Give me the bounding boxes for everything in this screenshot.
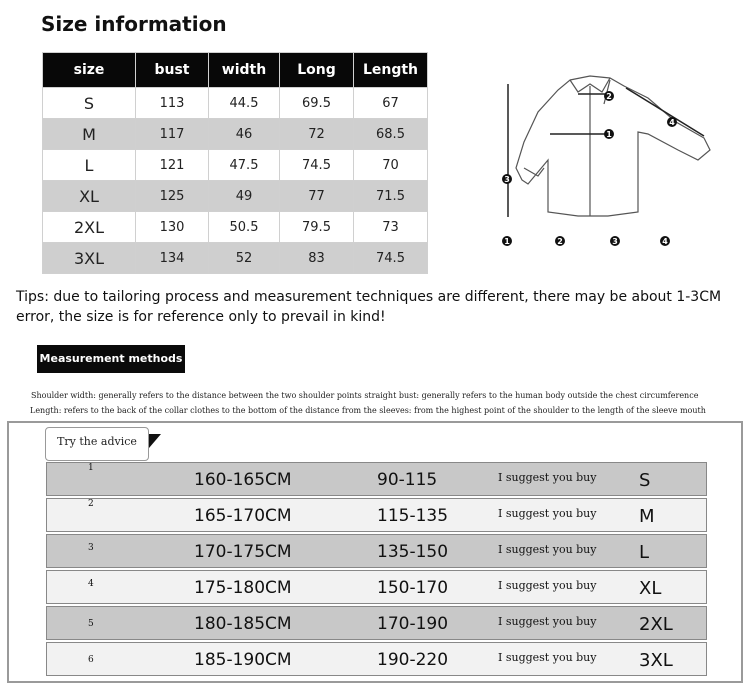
col-header-width: width bbox=[209, 53, 280, 88]
cell-size: L bbox=[43, 150, 136, 181]
col-header-length: Length bbox=[354, 53, 428, 88]
cell-size: 3XL bbox=[43, 243, 136, 274]
cell-length: 68.5 bbox=[354, 119, 428, 150]
height-range: 170-175CM bbox=[194, 542, 292, 562]
cell-bust: 113 bbox=[136, 88, 209, 119]
recommended-size: M bbox=[639, 506, 655, 527]
cell-bust: 134 bbox=[136, 243, 209, 274]
cell-bust: 130 bbox=[136, 212, 209, 243]
suggestion-text: I suggest you buy bbox=[498, 471, 597, 484]
cell-long: 74.5 bbox=[280, 150, 354, 181]
recommended-size: 2XL bbox=[639, 614, 673, 635]
size-table-header bbox=[43, 53, 428, 88]
cell-long: 72 bbox=[280, 119, 354, 150]
cell-bust: 121 bbox=[136, 150, 209, 181]
advice-row-number: 1 bbox=[88, 463, 94, 473]
marker-4-on-shirt: 4 bbox=[669, 118, 675, 127]
size-table bbox=[42, 52, 428, 274]
cell-length: 67 bbox=[354, 88, 428, 119]
suggestion-text: I suggest you buy bbox=[498, 615, 597, 628]
cell-width: 49 bbox=[209, 181, 280, 212]
height-range: 180-185CM bbox=[194, 614, 292, 634]
height-range: 165-170CM bbox=[194, 506, 292, 526]
weight-range: 170-190 bbox=[377, 614, 449, 634]
page-title: Size information bbox=[41, 12, 227, 36]
cell-long: 83 bbox=[280, 243, 354, 274]
cell-size: M bbox=[43, 119, 136, 150]
recommended-size: XL bbox=[639, 578, 662, 599]
legend-marker-4: 4 bbox=[662, 237, 668, 246]
height-range: 185-190CM bbox=[194, 650, 292, 670]
tips-text: Tips: due to tailoring process and measurement techniques are different, there may be about 1-3CM error, the size is for reference only to prevail in kind! bbox=[16, 289, 722, 325]
col-header-bust: bust bbox=[136, 53, 209, 88]
advice-row bbox=[46, 570, 707, 604]
cell-bust: 125 bbox=[136, 181, 209, 212]
advice-row bbox=[46, 606, 707, 640]
advice-row-number: 5 bbox=[88, 619, 94, 629]
size-table-row bbox=[43, 119, 428, 150]
measurement-note-2: Length: refers to the back of the collar clothes to the bottom of the distance from the sleeves: from the highest point of the shoulder to the length of the sleeve mouth bbox=[30, 406, 706, 415]
measurement-methods-label: Measurement methods bbox=[37, 345, 185, 373]
cell-width: 50.5 bbox=[209, 212, 280, 243]
legend-marker-3: 3 bbox=[612, 237, 618, 246]
advice-row-number: 4 bbox=[88, 579, 94, 589]
weight-range: 150-170 bbox=[377, 578, 449, 598]
marker-2-on-shirt: 2 bbox=[606, 92, 612, 101]
recommended-size: 3XL bbox=[639, 650, 673, 671]
height-range: 160-165CM bbox=[194, 470, 292, 490]
shirt-measurement-diagram bbox=[498, 72, 723, 257]
legend-marker-2: 2 bbox=[557, 237, 563, 246]
cell-length: 71.5 bbox=[354, 181, 428, 212]
weight-range: 90-115 bbox=[377, 470, 438, 490]
size-table-row bbox=[43, 212, 428, 243]
weight-range: 115-135 bbox=[377, 506, 449, 526]
col-header-size: size bbox=[43, 53, 136, 88]
height-range: 175-180CM bbox=[194, 578, 292, 598]
cell-size: S bbox=[43, 88, 136, 119]
advice-row-number: 3 bbox=[88, 543, 94, 553]
cell-length: 73 bbox=[354, 212, 428, 243]
size-table-row bbox=[43, 181, 428, 212]
cell-length: 74.5 bbox=[354, 243, 428, 274]
cell-long: 69.5 bbox=[280, 88, 354, 119]
size-table-row bbox=[43, 150, 428, 181]
cell-bust: 117 bbox=[136, 119, 209, 150]
cell-length: 70 bbox=[354, 150, 428, 181]
cell-size: 2XL bbox=[43, 212, 136, 243]
suggestion-text: I suggest you buy bbox=[498, 651, 597, 664]
advice-row bbox=[46, 462, 707, 496]
advice-row bbox=[46, 642, 707, 676]
sleeve-line bbox=[626, 88, 704, 136]
marker-3-on-shirt: 3 bbox=[504, 175, 510, 184]
cell-width: 47.5 bbox=[209, 150, 280, 181]
advice-row-number: 6 bbox=[88, 655, 94, 665]
tab-arrow-icon bbox=[149, 434, 161, 448]
col-header-long: Long bbox=[280, 53, 354, 88]
suggestion-text: I suggest you buy bbox=[498, 543, 597, 556]
try-advice-tab: Try the advice bbox=[45, 427, 149, 461]
advice-row bbox=[46, 534, 707, 568]
size-table-row bbox=[43, 243, 428, 274]
size-table-row bbox=[43, 88, 428, 119]
legend-marker-1: 1 bbox=[504, 237, 510, 246]
cell-width: 44.5 bbox=[209, 88, 280, 119]
suggestion-text: I suggest you buy bbox=[498, 507, 597, 520]
advice-row bbox=[46, 498, 707, 532]
weight-range: 190-220 bbox=[377, 650, 449, 670]
cell-width: 52 bbox=[209, 243, 280, 274]
measurement-note-1: Shoulder width: generally refers to the distance between the two shoulder points straight bust: generally refers to the human body outside the chest circumference bbox=[31, 391, 699, 400]
weight-range: 135-150 bbox=[377, 542, 449, 562]
recommended-size: L bbox=[639, 542, 650, 563]
advice-row-number: 2 bbox=[88, 499, 94, 509]
recommended-size: S bbox=[639, 470, 651, 491]
suggestion-text: I suggest you buy bbox=[498, 579, 597, 592]
cell-long: 77 bbox=[280, 181, 354, 212]
cell-size: XL bbox=[43, 181, 136, 212]
marker-1-on-shirt: 1 bbox=[606, 130, 612, 139]
cell-long: 79.5 bbox=[280, 212, 354, 243]
cell-width: 46 bbox=[209, 119, 280, 150]
